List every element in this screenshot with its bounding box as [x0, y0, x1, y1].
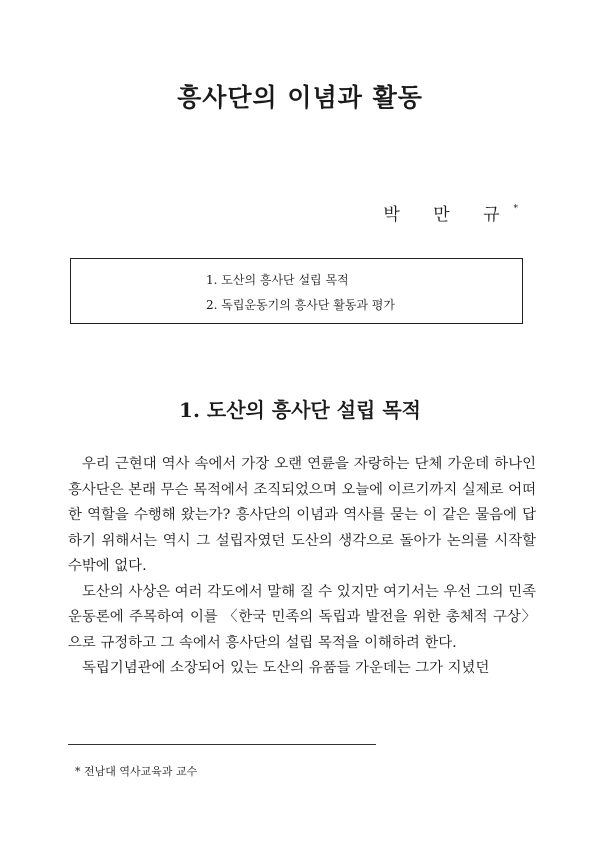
footnote-divider: [68, 744, 376, 745]
author-name-text: 박 만 규: [383, 205, 514, 225]
toc-item: 1. 도산의 흥사단 설립 목적: [206, 273, 349, 287]
footnote: * 전남대 역사교육과 교수: [75, 765, 198, 778]
paragraph: 도산의 사상은 여러 각도에서 말해 질 수 있지만 여기서는 우선 그의 민족운동론에 주목하여 이를 〈한국 민족의 독립과 발전을 위한 총체적 구상〉으로 규정하고 그 속에서 흥사단의 설립 목적을 이해하려 한다.: [68, 583, 536, 651]
section-heading: 1. 도산의 흥사단 설립 목적: [179, 398, 421, 422]
table-of-contents: [70, 258, 523, 324]
article-title: 흥사단의 이념과 활동: [177, 83, 423, 112]
author-footnote-mark: *: [513, 204, 518, 214]
author-name: [383, 200, 518, 225]
body-text: [68, 452, 536, 682]
paragraph: 우리 근현대 역사 속에서 가장 오랜 연륜을 자랑하는 단체 가운데 하나인 흥사단은 본래 무슨 목적에서 조직되었으며 오늘에 이르기까지 실제로 어떠한 역할을 수행해 왔는가? 흥사단의 이념과 역사를 묻는 이 같은 물음에 답하기 위해서는 역시 그 설립자였던 도산의 생각으로 돌아가 논의를 시작할 수밖에 없다.: [68, 456, 536, 574]
toc-item: 2. 독립운동기의 흥사단 활동과 평가: [206, 298, 395, 312]
paragraph: 독립기념관에 소장되어 있는 도산의 유품들 가운데는 그가 지녔던: [82, 660, 490, 676]
